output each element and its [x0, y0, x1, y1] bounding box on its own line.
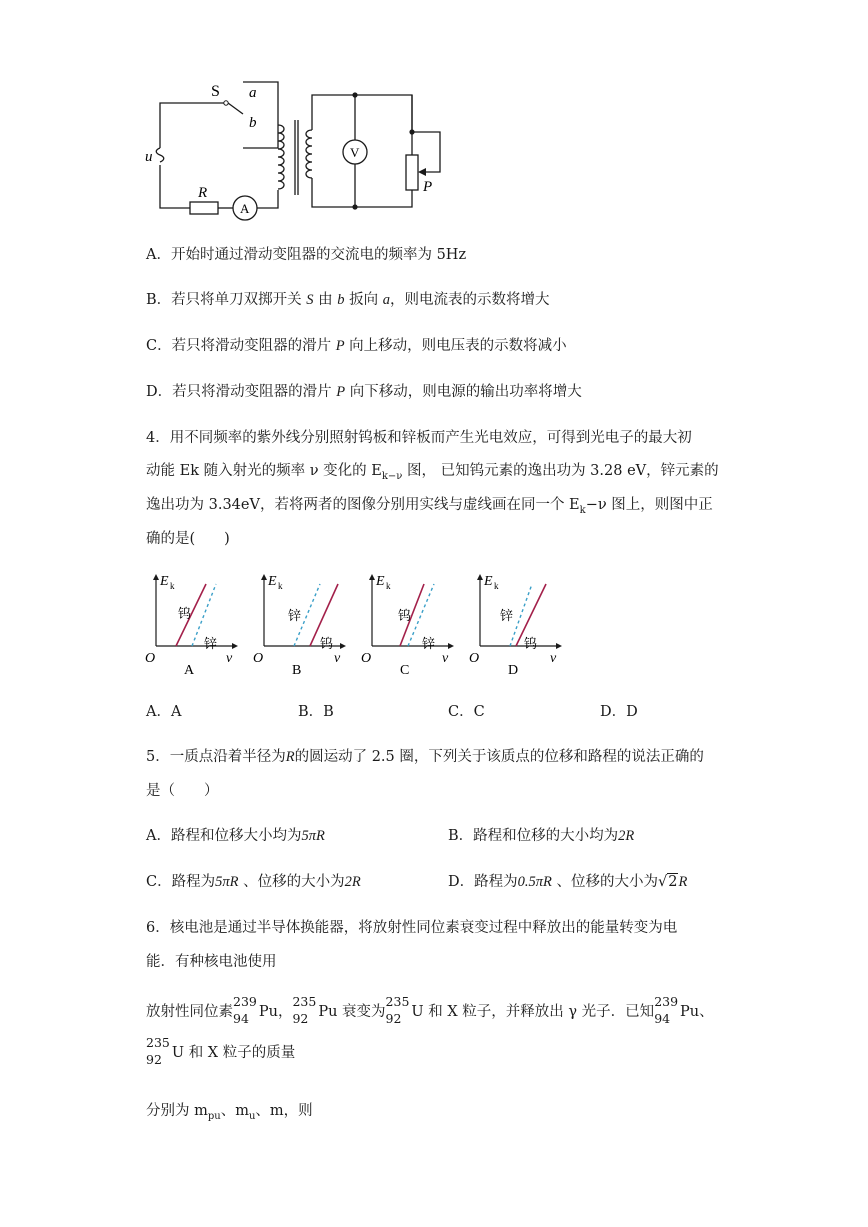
graph-origin: O	[361, 651, 372, 666]
zinc-label: 锌	[288, 608, 302, 623]
graph-y-arrow	[369, 574, 375, 580]
graph-y-label: E	[376, 574, 385, 589]
graph-x-arrow	[232, 643, 238, 649]
tungsten-label: 钨	[320, 636, 334, 651]
graph-label: C	[400, 663, 410, 678]
graph-label: B	[292, 663, 302, 678]
source-label: u	[145, 149, 153, 165]
q5-option-a[interactable]: A．路程和位移大小均为5πR	[146, 828, 325, 844]
graph-label: A	[184, 663, 195, 678]
graph-x-label: ν	[334, 651, 341, 666]
voltmeter-label: V	[350, 145, 360, 160]
graph-y-sub: k	[170, 581, 175, 591]
q6-text-line-4: 235 92 U 和 X 粒子的质量	[146, 1035, 296, 1067]
q4-text-line-3: 逸出功为 3.34eV，若将两者的图像分别用实线与虚线画在同一个 $E_k-\nu$ 图上，则图中正	[146, 497, 713, 516]
q6-text-line-1: 6．核电池是通过半导体换能器，将放射性同位素衰变过程中释放出的能量转变为电	[146, 920, 678, 936]
transformer-circuit-diagram	[0, 0, 868, 240]
graph-x-label: ν	[550, 651, 557, 666]
graph-x-arrow	[556, 643, 562, 649]
q4-option-a[interactable]: A．A	[146, 704, 182, 720]
zinc-label: 锌	[422, 636, 436, 651]
graph-x-arrow	[340, 643, 346, 649]
graph-label: D	[508, 663, 519, 678]
q4-option-b[interactable]: B．B	[298, 704, 334, 720]
graph-y-sub: k	[278, 581, 283, 591]
q6-text-line-5: 分别为 $m_{pu}$、$m_u$、m，则	[146, 1103, 313, 1122]
q3-option-a: A．开始时通过滑动变阻器的交流电的频率为 5Hz	[146, 247, 467, 263]
tungsten-label: 钨	[524, 636, 538, 651]
graph-y-arrow	[153, 574, 159, 580]
q3-option-c: C．若只将滑动变阻器的滑片 P 向上移动，则电压表的示数将减小	[146, 338, 567, 354]
ek-nu-graphs	[0, 560, 868, 685]
q5-option-b[interactable]: B．路程和位移的大小均为2R	[448, 828, 635, 844]
q4-text-line-2: 动能 Ek 随入射光的频率 ν 变化的 $E_{k-\nu}$ 图， 已知钨元素的逸出功为 3.28 eV，锌元素的	[146, 463, 719, 482]
u235-isotope-2: 235 92	[146, 1035, 170, 1067]
q4-option-d[interactable]: D．D	[600, 704, 638, 720]
graph-y-label: E	[484, 574, 493, 589]
graph-y-arrow	[477, 574, 483, 580]
contact-b-label: b	[249, 115, 257, 131]
graph-y-label: E	[268, 574, 277, 589]
switch-label: S	[211, 83, 220, 100]
pu235-isotope: 235 92	[292, 994, 317, 1026]
q5-option-d[interactable]: D．路程为0.5πR 、位移的大小为√2R	[448, 874, 688, 890]
graph-y-label: E	[160, 574, 169, 589]
graph-origin: O	[253, 651, 264, 666]
q4-text-line-1: 4．用不同频率的紫外线分别照射钨板和锌板而产生光电效应，可得到光电子的最大初	[146, 430, 692, 446]
q4-option-c[interactable]: C．C	[448, 704, 485, 720]
q5-text-line-2: 是（ ）	[146, 783, 219, 799]
tungsten-label: 钨	[178, 606, 192, 621]
graph-origin: O	[469, 651, 480, 666]
u235-isotope: 235 92	[385, 994, 410, 1026]
q5-text-line-1: 5．一质点沿着半径为R的圆运动了 2.5 圈，下列关于该质点的位移和路程的说法正确的	[146, 749, 704, 765]
q3-option-d: D．若只将滑动变阻器的滑片 P 向下移动，则电源的输出功率将增大	[146, 384, 582, 400]
graph-x-label: ν	[442, 651, 449, 666]
zinc-label: 锌	[204, 636, 218, 651]
slider-label: P	[423, 179, 433, 195]
q6-text-line-2: 能．有种核电池使用	[146, 954, 277, 970]
pu239-isotope: 239 94	[233, 994, 257, 1026]
contact-a-label: a	[249, 85, 257, 101]
graph-y-sub: k	[386, 581, 391, 591]
q4-text-line-4: 确的是( )	[146, 531, 230, 547]
q5-option-c[interactable]: C．路程为5πR 、位移的大小为2R	[146, 874, 361, 890]
graph-origin: O	[145, 651, 156, 666]
ammeter-label: A	[240, 201, 250, 216]
tungsten-label: 钨	[398, 608, 412, 623]
pu239-isotope-2: 239 94	[654, 994, 679, 1026]
resistor-label: R	[198, 185, 208, 201]
zinc-label: 锌	[500, 608, 514, 623]
graph-x-arrow	[448, 643, 454, 649]
graph-x-label: ν	[226, 651, 233, 666]
graph-y-arrow	[261, 574, 267, 580]
graph-y-sub: k	[494, 581, 499, 591]
q6-text-line-3: 放射性同位素 239 94 Pu， 235 92 Pu 衰变为 235 92 U 和 X 粒子，并释放出 γ 光子．已知 239 94 Pu、	[146, 994, 714, 1026]
q3-option-b: B．若只将单刀双掷开关 S 由 b 扳向 a，则电流表的示数将增大	[146, 292, 550, 308]
